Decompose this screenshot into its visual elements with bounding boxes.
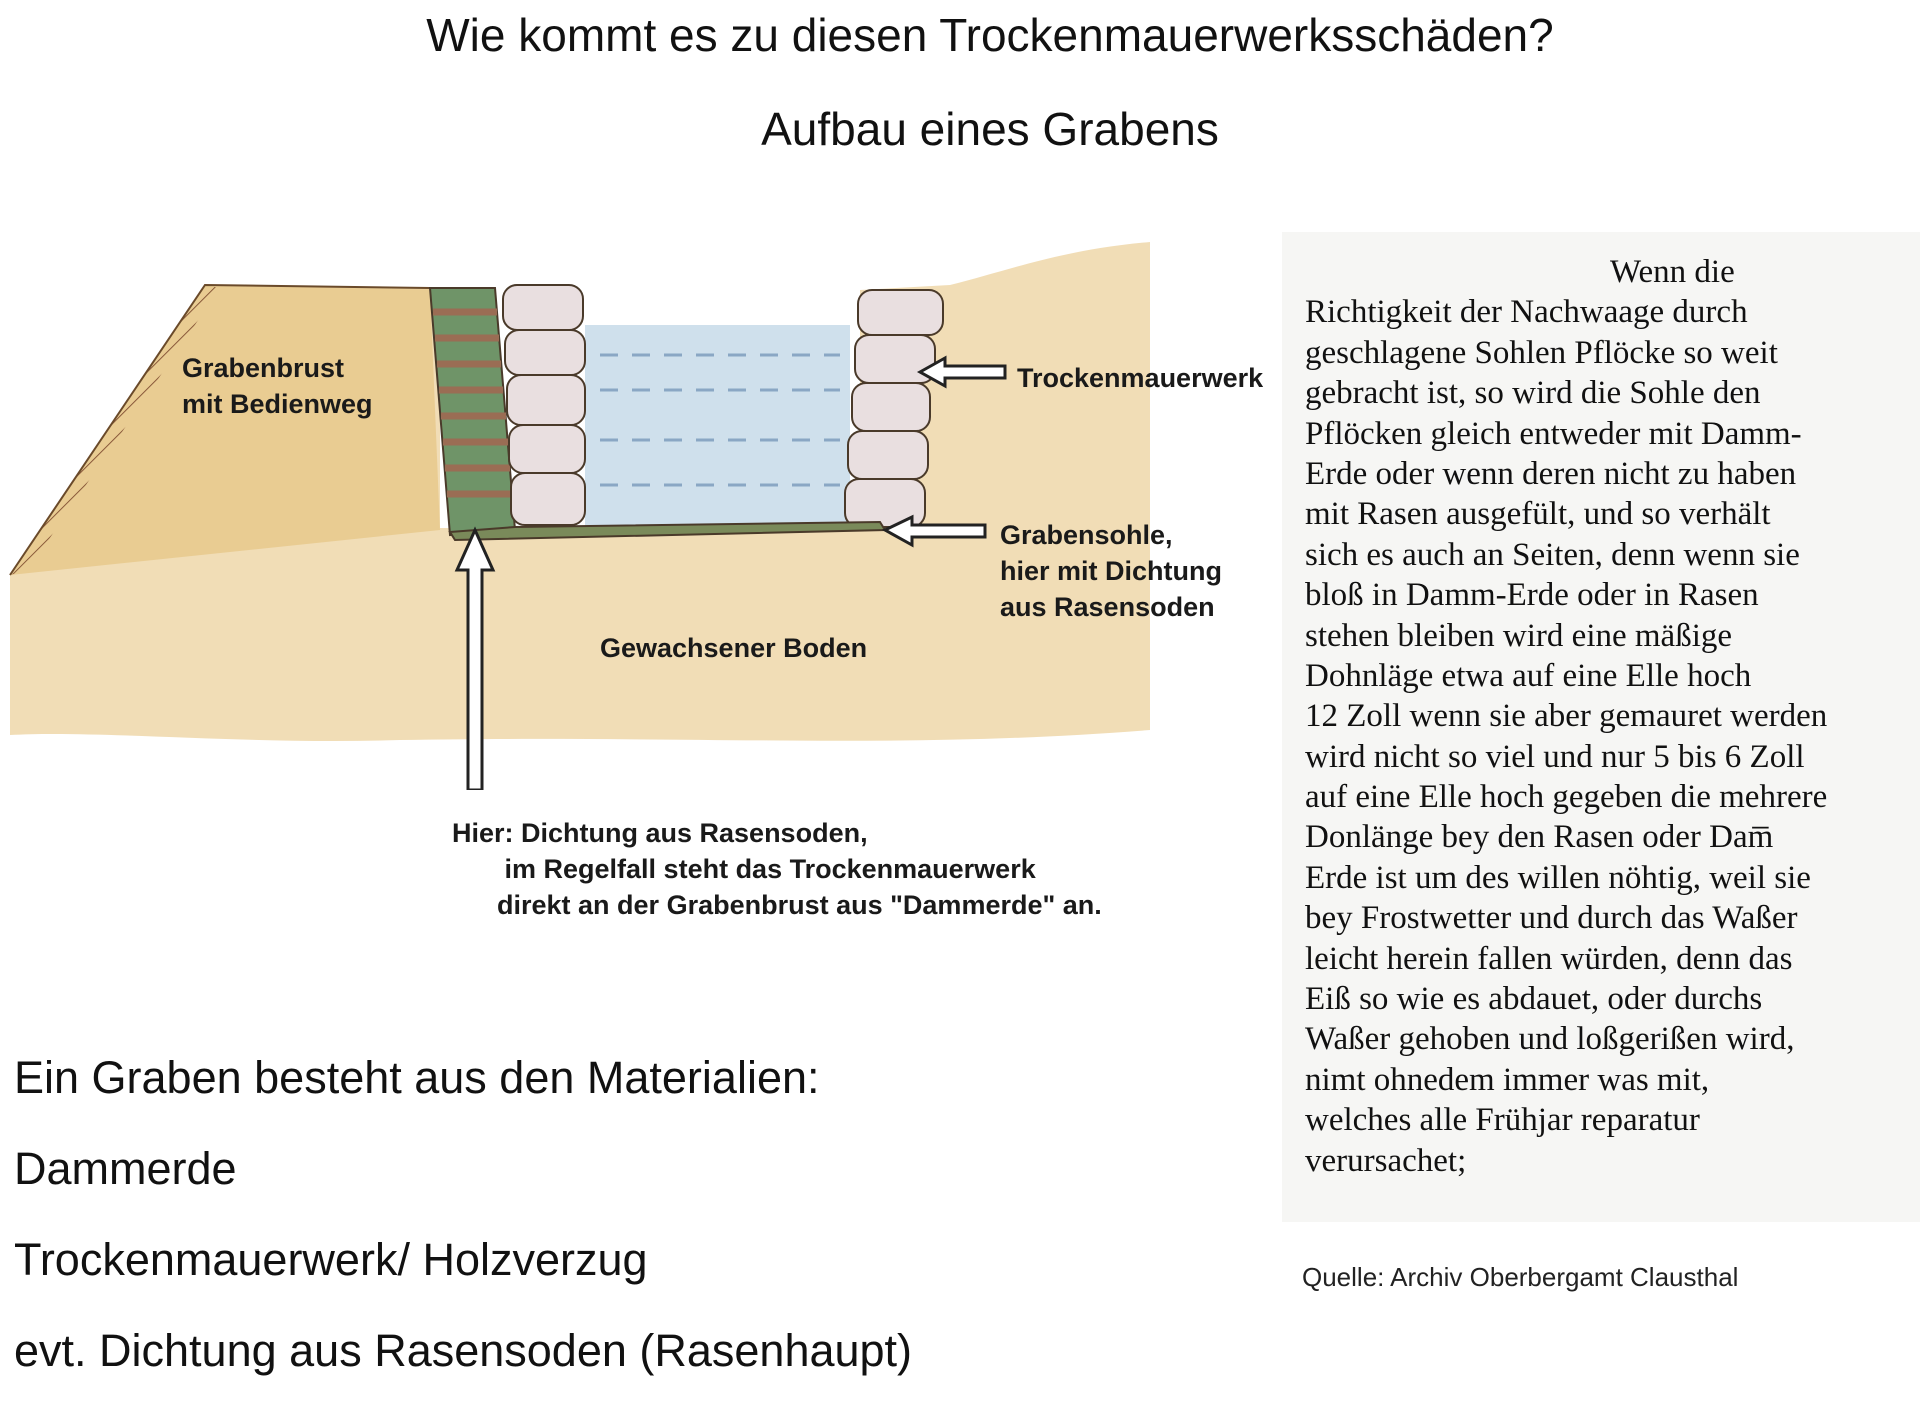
quote-line: Pflöcken gleich entweder mit Damm- — [1305, 415, 1802, 452]
historic-quote — [1305, 252, 1827, 1181]
quote-line: geschlagene Sohlen Pflöcke so weit — [1305, 334, 1778, 371]
quote-line: Dohnläge etwa auf eine Elle hoch — [1305, 657, 1752, 694]
quote-line: Richtigkeit der Nachwaage durch — [1305, 294, 1748, 331]
quote-line: Erde oder wenn deren nicht zu haben — [1305, 455, 1797, 492]
quote-line: nimt ohnedem immer was mit, — [1305, 1061, 1710, 1098]
quote-line: leicht herein fallen würden, denn das — [1305, 940, 1793, 977]
quote-line: auf eine Elle hoch gegeben die mehrere — [1305, 779, 1828, 816]
quote-line: bey Frostwetter und durch das Waßer — [1305, 900, 1798, 937]
label-hinweis-dichtung: Hier: Dichtung aus Rasensoden, im Regelfall steht das Trockenmauerwerk direkt an der Grabenbrust aus "Dammerde" an. — [452, 818, 1102, 920]
label-trockenmauerwerk: Trockenmauerwerk — [1017, 363, 1264, 393]
materials-item: Dammerde — [14, 1143, 237, 1194]
label-grabenbrust: Grabenbrust mit Bedienweg — [182, 353, 373, 419]
embankment-slope — [10, 285, 440, 575]
quote-source: Quelle: Archiv Oberbergamt Clausthal — [1302, 1262, 1739, 1292]
page-title: Wie kommt es zu diesen Trockenmauerwerksschäden? — [426, 9, 1554, 61]
quote-line: Erde ist um des willen nöhtig, weil sie — [1305, 859, 1811, 896]
materials-heading: Ein Graben besteht aus den Materialien: — [14, 1052, 820, 1103]
trench-cross-section-diagram — [0, 230, 1290, 790]
page-subtitle: Aufbau eines Grabens — [761, 103, 1219, 155]
quote-line: wird nicht so viel und nur 5 bis 6 Zoll — [1305, 738, 1805, 775]
quote-line: Waßer gehoben und loßgerißen wird, — [1305, 1021, 1795, 1058]
quote-line: Wenn die — [1610, 254, 1735, 290]
quote-line: bloß in Damm-Erde oder in Rasen — [1305, 577, 1759, 614]
quote-line: sich es auch an Seiten, denn wenn sie — [1305, 536, 1800, 573]
quote-line: Donlänge bey den Rasen oder Dam̅ — [1305, 819, 1774, 856]
materials-item: evt. Dichtung aus Rasensoden (Rasenhaupt) — [14, 1325, 913, 1376]
water — [585, 325, 850, 525]
quote-line: welches alle Frühjar reparatur — [1305, 1102, 1700, 1139]
quote-line: Eiß so wie es abdauet, oder durchs — [1305, 981, 1763, 1018]
materials-list — [14, 1050, 912, 1414]
quote-line: mit Rasen ausgefült, und so verhält — [1305, 496, 1771, 533]
label-gewachsener-boden: Gewachsener Boden — [600, 633, 868, 663]
quote-line: 12 Zoll wenn sie aber gemauret werden — [1305, 698, 1828, 735]
quote-line: stehen bleiben wird eine mäßige — [1305, 617, 1733, 654]
sod-sealing-layer — [430, 288, 515, 535]
materials-item: Trockenmauerwerk/ Holzverzug — [14, 1234, 648, 1285]
quote-line: verursachet; — [1305, 1142, 1467, 1179]
label-grabensohle: Grabensohle, hier mit Dichtung aus Rasensoden — [1000, 520, 1222, 622]
quote-line: gebracht ist, so wird die Sohle den — [1305, 375, 1761, 412]
